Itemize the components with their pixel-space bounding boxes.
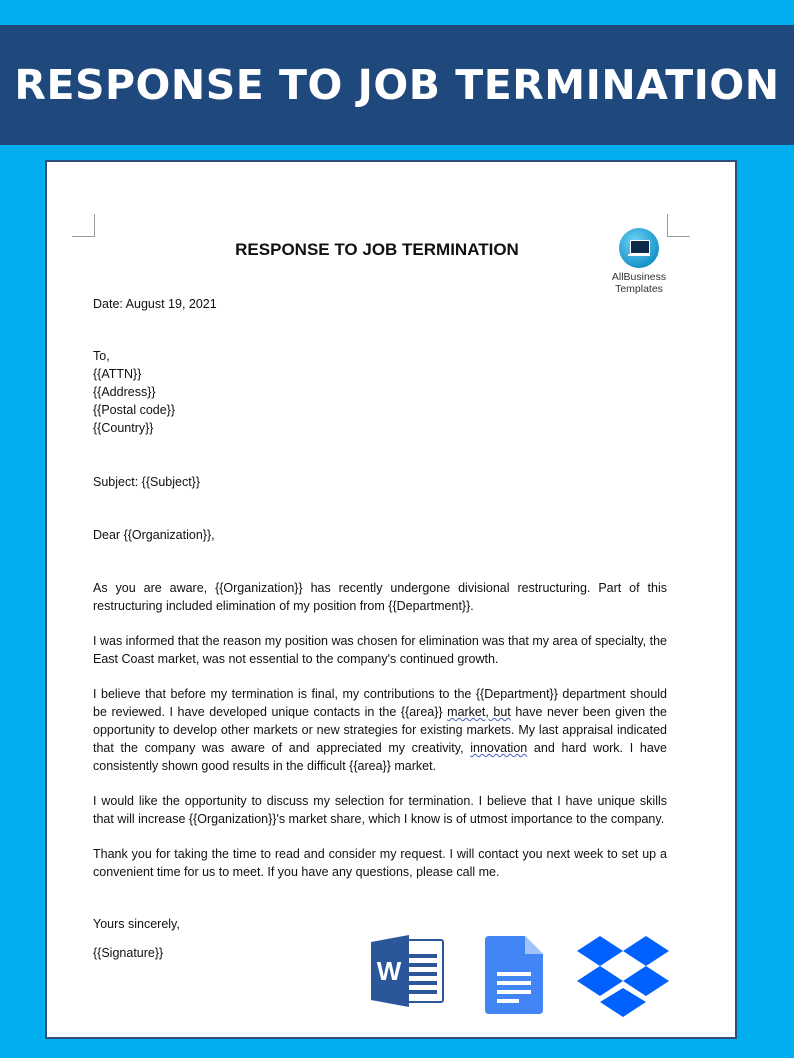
google-docs-icon bbox=[483, 934, 545, 1016]
allbusiness-logo bbox=[599, 228, 679, 295]
letter-subject: Subject: {{Subject}} bbox=[93, 475, 201, 489]
address-line-postal: {{Postal code}} bbox=[93, 403, 176, 417]
logo-line-2: Templates bbox=[615, 283, 663, 295]
laptop-icon bbox=[619, 228, 659, 268]
title-banner bbox=[0, 25, 794, 145]
letter-closing: Yours sincerely, bbox=[93, 917, 180, 931]
dropbox-icon bbox=[575, 934, 671, 1022]
word-icon bbox=[369, 934, 445, 1008]
address-line-country: {{Country}} bbox=[93, 421, 154, 435]
paragraph-4: I would like the opportunity to discuss my selection for termination. I believe that I have unique skills that will increase {{Organization}}'s market share, which I know is of utmost importance to the company. bbox=[93, 794, 667, 826]
paragraph-5: Thank you for taking the time to read and consider my request. I will contact you next week to set up a convenient time for us to meet. If you have any questions, please call me. bbox=[93, 847, 667, 879]
document-page bbox=[45, 160, 737, 1039]
paragraph-1: As you are aware, {{Organization}} has recently undergone divisional restructuring. Part of this restructuring included elimination of my position from {{Department}}. bbox=[93, 581, 667, 613]
svg-text:W: W bbox=[376, 956, 402, 986]
document-title: RESPONSE TO JOB TERMINATION bbox=[235, 240, 519, 259]
spelling-flag-innovation: innovation bbox=[470, 741, 528, 755]
spelling-flag-market: market, but bbox=[447, 705, 511, 719]
paragraph-2: I was informed that the reason my position was chosen for elimination was that my area of specialty, the East Coast market, was not essential to the company's continued growth. bbox=[93, 634, 667, 666]
address-line-to: To, bbox=[93, 349, 110, 363]
logo-line-1: AllBusiness bbox=[611, 271, 667, 283]
address-line-address: {{Address}} bbox=[93, 385, 156, 399]
letter-date: Date: August 19, 2021 bbox=[93, 297, 217, 311]
letter-salutation: Dear {{Organization}}, bbox=[93, 528, 215, 542]
letter-body bbox=[93, 295, 667, 962]
banner-title: RESPONSE TO JOB TERMINATION bbox=[14, 61, 780, 109]
app-icons bbox=[369, 934, 671, 1022]
address-line-attn: {{ATTN}} bbox=[93, 367, 142, 381]
letter-signature: {{Signature}} bbox=[93, 946, 164, 960]
paragraph-3: I believe that before my termination is final, my contributions to the {{Department}} department should be reviewed. I have developed unique contacts in the {{area}} market, but have never been given the opportunity to develop other markets or new strategies for existing markets. My last appraisal indicated that the company was aware of and appreciated my creativity, innovation and hard work. I have consistently shown good results in the difficult {{area}} market. bbox=[93, 687, 667, 773]
crop-mark-left bbox=[72, 214, 95, 237]
